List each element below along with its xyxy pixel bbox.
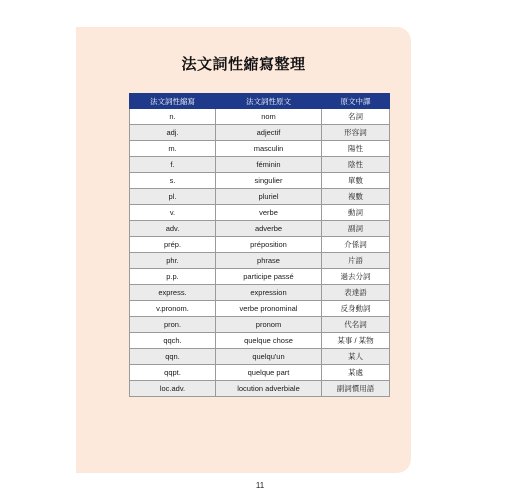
cell-chinese-translation: 表達語 xyxy=(322,285,390,301)
table-row xyxy=(130,189,390,205)
cell-abbreviation: loc.adv. xyxy=(130,381,216,397)
table-row xyxy=(130,269,390,285)
cell-original-term: pronom xyxy=(216,317,322,333)
cell-abbreviation: prép. xyxy=(130,237,216,253)
table-row xyxy=(130,285,390,301)
cell-original-term: verbe pronominal xyxy=(216,301,322,317)
table-row xyxy=(130,109,390,125)
cell-abbreviation: adj. xyxy=(130,125,216,141)
cell-abbreviation: qqch. xyxy=(130,333,216,349)
cell-abbreviation: p.p. xyxy=(130,269,216,285)
cell-original-term: expression xyxy=(216,285,322,301)
cell-chinese-translation: 形容詞 xyxy=(322,125,390,141)
cell-abbreviation: pron. xyxy=(130,317,216,333)
cell-abbreviation: v. xyxy=(130,205,216,221)
cell-chinese-translation: 動詞 xyxy=(322,205,390,221)
cell-abbreviation: s. xyxy=(130,173,216,189)
cell-abbreviation: qqn. xyxy=(130,349,216,365)
table-row xyxy=(130,301,390,317)
table-row xyxy=(130,157,390,173)
cell-original-term: nom xyxy=(216,109,322,125)
cell-original-term: verbe xyxy=(216,205,322,221)
page-number: 11 xyxy=(255,481,265,490)
cell-original-term: quelque part xyxy=(216,365,322,381)
table-header-row xyxy=(130,94,390,109)
cell-original-term: féminin xyxy=(216,157,322,173)
header-abbreviation: 法文詞性縮寫 xyxy=(130,94,216,109)
cell-original-term: pluriel xyxy=(216,189,322,205)
cell-chinese-translation: 代名詞 xyxy=(322,317,390,333)
table-row xyxy=(130,253,390,269)
cell-chinese-translation: 陰性 xyxy=(322,157,390,173)
cell-chinese-translation: 片語 xyxy=(322,253,390,269)
document-page xyxy=(76,27,411,473)
cell-chinese-translation: 單數 xyxy=(322,173,390,189)
cell-original-term: participe passé xyxy=(216,269,322,285)
table-row xyxy=(130,237,390,253)
header-chinese-translation: 原文中譯 xyxy=(322,94,390,109)
cell-chinese-translation: 介係詞 xyxy=(322,237,390,253)
cell-abbreviation: n. xyxy=(130,109,216,125)
cell-original-term: singulier xyxy=(216,173,322,189)
cell-original-term: adjectif xyxy=(216,125,322,141)
cell-chinese-translation: 過去分詞 xyxy=(322,269,390,285)
table-row xyxy=(130,205,390,221)
table-row xyxy=(130,365,390,381)
abbreviation-table xyxy=(129,93,390,397)
cell-chinese-translation: 複數 xyxy=(322,189,390,205)
cell-chinese-translation: 名詞 xyxy=(322,109,390,125)
cell-abbreviation: m. xyxy=(130,141,216,157)
cell-abbreviation: adv. xyxy=(130,221,216,237)
table-row xyxy=(130,349,390,365)
page-title: 法文詞性縮寫整理 xyxy=(181,55,306,73)
cell-abbreviation: express. xyxy=(130,285,216,301)
cell-abbreviation: phr. xyxy=(130,253,216,269)
cell-chinese-translation: 副詞慣用語 xyxy=(322,381,390,397)
table-row xyxy=(130,173,390,189)
cell-original-term: préposition xyxy=(216,237,322,253)
cell-original-term: quelqu'un xyxy=(216,349,322,365)
table-row xyxy=(130,141,390,157)
cell-chinese-translation: 某事 / 某物 xyxy=(322,333,390,349)
table-row xyxy=(130,381,390,397)
table-row xyxy=(130,317,390,333)
table-row xyxy=(130,333,390,349)
cell-chinese-translation: 陽性 xyxy=(322,141,390,157)
cell-abbreviation: v.pronom. xyxy=(130,301,216,317)
cell-abbreviation: qqpt. xyxy=(130,365,216,381)
cell-original-term: locution adverbiale xyxy=(216,381,322,397)
cell-original-term: masculin xyxy=(216,141,322,157)
cell-chinese-translation: 某人 xyxy=(322,349,390,365)
cell-chinese-translation: 某處 xyxy=(322,365,390,381)
cell-chinese-translation: 反身動詞 xyxy=(322,301,390,317)
cell-abbreviation: pl. xyxy=(130,189,216,205)
cell-original-term: quelque chose xyxy=(216,333,322,349)
table-row xyxy=(130,125,390,141)
table-row xyxy=(130,221,390,237)
cell-original-term: phrase xyxy=(216,253,322,269)
table-body xyxy=(130,109,390,397)
cell-original-term: adverbe xyxy=(216,221,322,237)
header-original-term: 法文詞性原文 xyxy=(216,94,322,109)
cell-abbreviation: f. xyxy=(130,157,216,173)
cell-chinese-translation: 副詞 xyxy=(322,221,390,237)
